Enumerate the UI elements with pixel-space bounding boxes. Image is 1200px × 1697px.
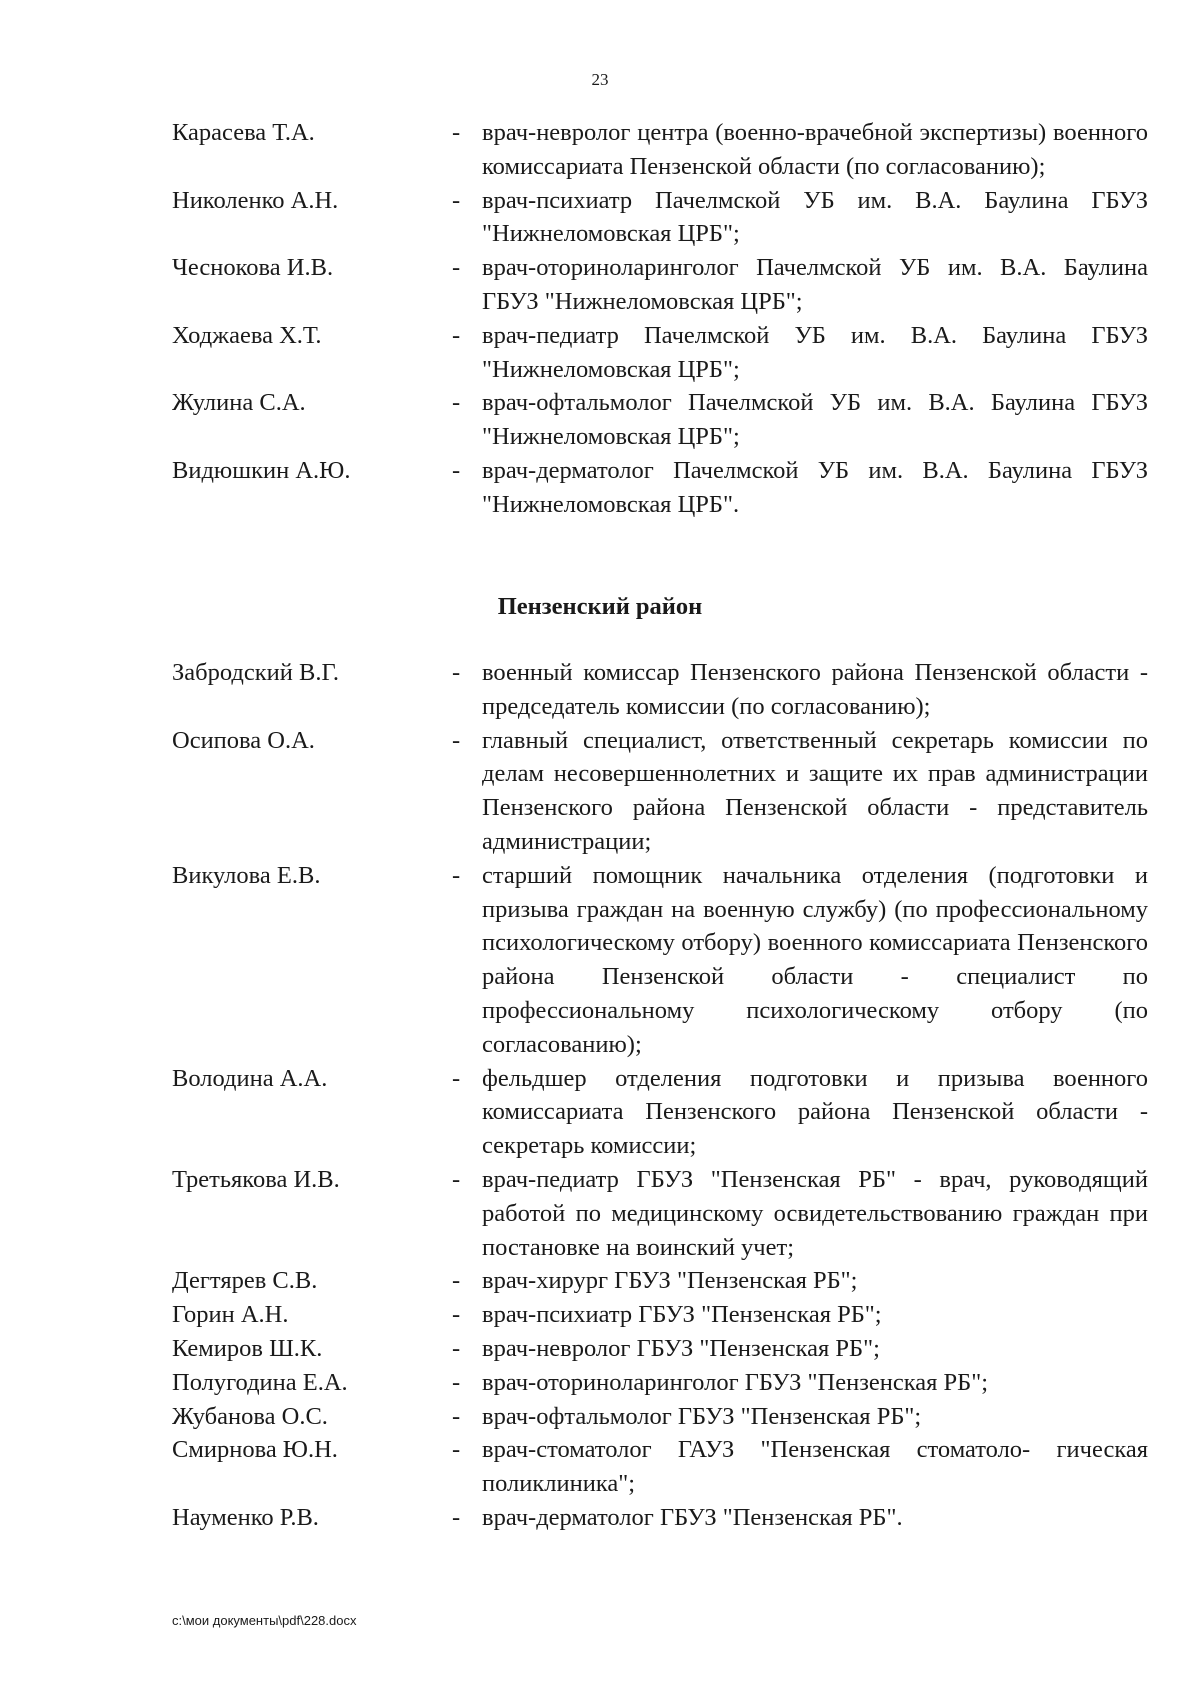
member-name: Осипова О.А. xyxy=(172,726,315,754)
member-position: врач-стоматолог ГАУЗ "Пензенская стоматоло- гическая поликлиника"; xyxy=(482,1436,1148,1498)
member-name: Николенко А.Н. xyxy=(172,186,339,214)
member-position: врач-дерматолог ГБУЗ "Пензенская РБ". xyxy=(482,1503,903,1531)
dash-separator: - xyxy=(452,1436,461,1464)
list-item xyxy=(172,116,1150,184)
member-name: Карасева Т.А. xyxy=(172,119,315,146)
member-name: Забродский В.Г. xyxy=(172,659,339,686)
list-item xyxy=(172,1298,1150,1332)
dash-separator: - xyxy=(452,861,461,889)
member-name: Ходжаева Х.Т. xyxy=(172,321,322,349)
member-position: фельдшер отделения подготовки и призыва военного комиссариата Пензенского района Пензенской области - секретарь комиссии; xyxy=(482,1064,1148,1160)
dash-separator: - xyxy=(452,1402,461,1430)
list-item xyxy=(172,454,1150,522)
list-item xyxy=(172,1433,1150,1501)
list-item xyxy=(172,184,1150,252)
member-name: Жулина С.А. xyxy=(172,389,306,417)
member-position: врач-хирург ГБУЗ "Пензенская РБ"; xyxy=(482,1267,858,1295)
list-item xyxy=(172,859,1150,1062)
member-list-penza-district xyxy=(172,656,1150,1535)
member-position: врач-офтальмолог ГБУЗ "Пензенская РБ"; xyxy=(482,1402,922,1430)
list-item xyxy=(172,251,1150,319)
member-name: Дегтярев С.В. xyxy=(172,1267,318,1295)
list-item xyxy=(172,656,1150,724)
dash-separator: - xyxy=(452,1064,461,1092)
dash-separator: - xyxy=(452,1165,461,1193)
member-position: врач-психиатр Пачелмской УБ им. В.А. Баулина ГБУЗ "Нижнеломовская ЦРБ"; xyxy=(482,186,1148,248)
file-path-footer: c:\мои документы\pdf\228.docx xyxy=(172,1613,357,1628)
member-position: врач-офтальмолог Пачелмской УБ им. В.А. Баулина ГБУЗ "Нижнеломовская ЦРБ"; xyxy=(482,389,1148,451)
member-name: Полугодина Е.А. xyxy=(172,1368,348,1396)
member-name: Третьякова И.В. xyxy=(172,1165,340,1193)
list-item xyxy=(172,386,1150,454)
list-item xyxy=(172,1163,1150,1264)
member-position: врач-оториноларинголог Пачелмской УБ им. В.А. Баулина ГБУЗ "Нижнеломовская ЦРБ"; xyxy=(482,254,1148,315)
dash-separator: - xyxy=(452,1368,461,1396)
member-position: врач-психиатр ГБУЗ "Пензенская РБ"; xyxy=(482,1301,882,1329)
list-item xyxy=(172,1332,1150,1366)
dash-separator: - xyxy=(452,1503,461,1531)
section-title: Пензенский район xyxy=(497,593,703,620)
member-position: врач-педиатр Пачелмской УБ им. В.А. Баулина ГБУЗ "Нижнеломовская ЦРБ"; xyxy=(482,321,1148,383)
member-name: Володина А.А. xyxy=(172,1064,328,1092)
dash-separator: - xyxy=(452,726,461,754)
dash-separator: - xyxy=(452,1267,461,1295)
dash-separator: - xyxy=(452,456,461,484)
member-name: Смирнова Ю.Н. xyxy=(172,1436,338,1464)
member-position: военный комиссар Пензенского района Пензенской области - председатель комиссии (по согласованию); xyxy=(482,659,1148,720)
list-item xyxy=(172,724,1150,859)
member-name: Жубанова О.С. xyxy=(172,1402,328,1430)
list-item xyxy=(172,1400,1150,1434)
dash-separator: - xyxy=(452,659,461,686)
dash-separator: - xyxy=(452,254,461,282)
dash-separator: - xyxy=(452,186,461,214)
list-item xyxy=(172,319,1150,387)
member-name: Кемиров Ш.К. xyxy=(172,1334,323,1362)
member-name: Чеснокова И.В. xyxy=(172,254,334,282)
member-name: Видюшкин А.Ю. xyxy=(172,456,351,484)
list-item xyxy=(172,1366,1150,1400)
member-position: врач-невролог ГБУЗ "Пензенская РБ"; xyxy=(482,1334,880,1362)
page-number: 23 xyxy=(591,70,609,89)
member-position: главный специалист, ответственный секретарь комиссии по делам несовершеннолетних и защите их прав администрации Пензенского района Пензенской области - представитель администрации; xyxy=(482,726,1148,855)
list-item xyxy=(172,1264,1150,1298)
dash-separator: - xyxy=(452,1334,461,1362)
member-name: Науменко Р.В. xyxy=(172,1503,319,1531)
member-position: врач-оториноларинголог ГБУЗ "Пензенская РБ"; xyxy=(482,1368,989,1396)
member-name: Викулова Е.В. xyxy=(172,861,321,889)
member-position: врач-педиатр ГБУЗ "Пензенская РБ" - врач, руководящий работой по медицинскому освидетельствованию граждан при постановке на воинский учет; xyxy=(482,1165,1148,1261)
dash-separator: - xyxy=(452,1301,461,1329)
member-position: врач-дерматолог Пачелмской УБ им. В.А. Баулина ГБУЗ "Нижнеломовская ЦРБ". xyxy=(482,456,1148,518)
dash-separator: - xyxy=(452,389,461,417)
member-name: Горин А.Н. xyxy=(172,1301,289,1329)
member-list-top xyxy=(172,116,1150,522)
member-position: врач-невролог центра (военно-врачебной экспертизы) военного комиссариата Пензенской области (по согласованию); xyxy=(482,119,1148,180)
list-item xyxy=(172,1062,1150,1163)
list-item xyxy=(172,1501,1150,1535)
dash-separator: - xyxy=(452,321,461,349)
member-position: старший помощник начальника отделения (подготовки и призыва граждан на военную службу) (по профессиональному психологическому отбору) военного комиссариата Пензенского района Пензенской области - специалист по профессиональному психологическому отбору (по согласованию); xyxy=(482,861,1148,1058)
dash-separator: - xyxy=(452,119,461,146)
